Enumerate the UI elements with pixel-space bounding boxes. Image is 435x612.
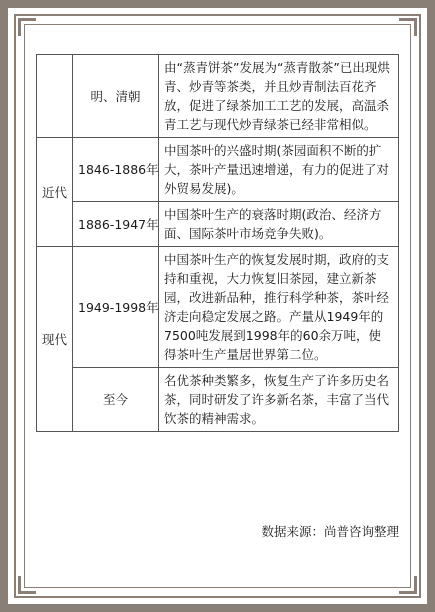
corner-ornament-bottom-right [399, 576, 417, 594]
table-row [37, 202, 399, 247]
era-cell [37, 55, 73, 138]
era-cell: 现代 [37, 247, 73, 432]
table-row [37, 138, 399, 202]
data-source-note: 数据来源：尚普咨询整理 [261, 524, 399, 539]
table-row [37, 368, 399, 432]
description-cell: 中国茶叶生产的恢复发展时期，政府的支持和重视，大力恢复旧茶园，建立新茶园，改进新品种，推行科学种茶，茶叶经济走向稳定发展之路。产量从1949年的7500吨发展到1998年的60余万吨，使得茶叶生产量居世界第二位。 [159, 247, 399, 368]
era-cell: 近代 [37, 138, 73, 247]
period-cell: 1846-1886年 [73, 138, 159, 202]
corner-ornament-top-left [18, 18, 36, 36]
description-cell: 中国茶叶的兴盛时期(茶园面积不断的扩大，茶叶产量迅速增递，有力的促进了对外贸易发展)。 [159, 138, 399, 202]
corner-ornament-bottom-left [18, 576, 36, 594]
period-cell: 1949-1998年 [73, 247, 159, 368]
period-cell: 明、清朝 [73, 55, 159, 138]
description-cell: 名优茶种类繁多，恢复生产了许多历史名茶，同时研发了许多新名茶，丰富了当代饮茶的精神需求。 [159, 368, 399, 432]
description-cell: 中国茶叶生产的衰落时期(政治、经济方面、国际茶叶市场竞争失败)。 [159, 202, 399, 247]
tea-history-table [36, 54, 399, 432]
corner-ornament-top-right [399, 18, 417, 36]
description-cell: 由“蒸青饼茶”发展为“蒸青散茶”已出现烘青、炒青等茶类，并且炒青制法百花齐放，促进了绿茶加工工艺的发展，高温杀青工艺与现代炒青绿茶已经非常相似。 [159, 55, 399, 138]
table-row [37, 247, 399, 368]
period-cell: 1886-1947年 [73, 202, 159, 247]
period-cell: 至今 [73, 368, 159, 432]
table-row [37, 55, 399, 138]
